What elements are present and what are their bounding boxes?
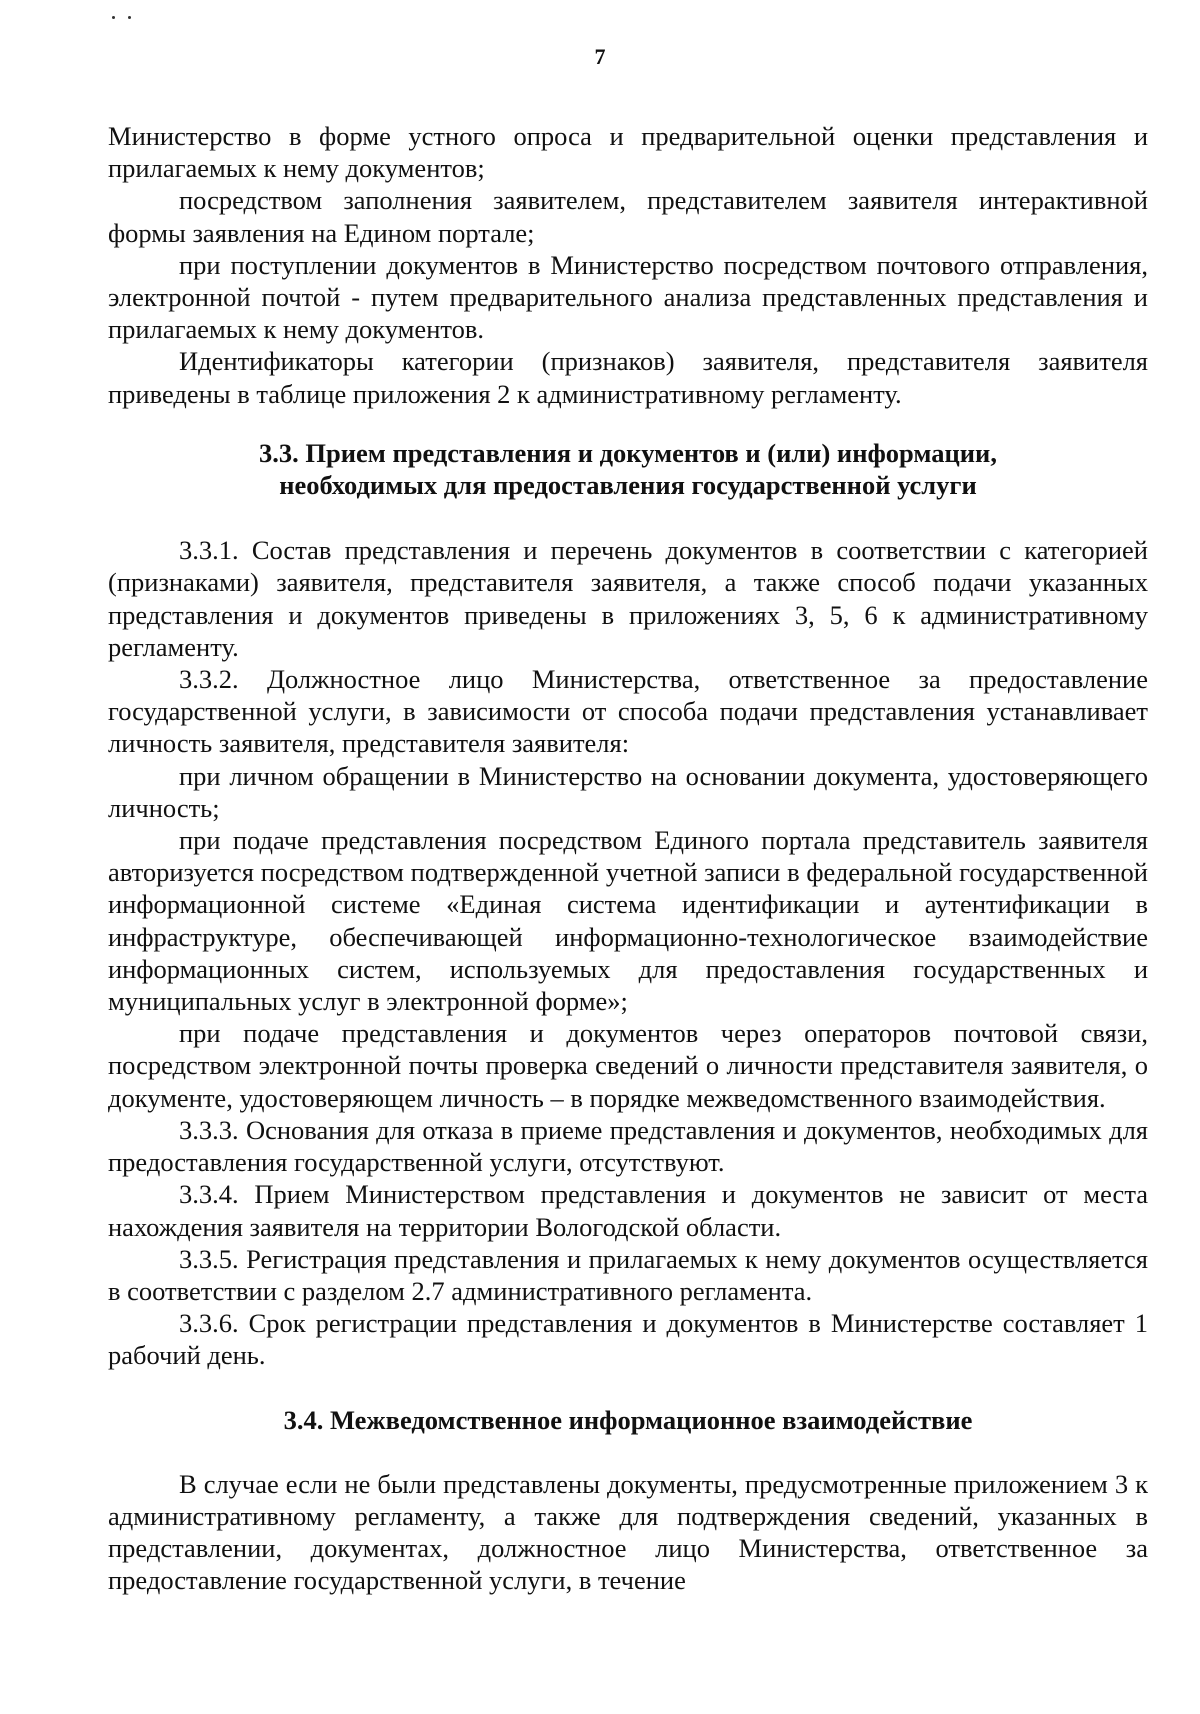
section-heading: 3.3. Прием представления и документов и (или) информации, необходимых для предоставления государственной услуги <box>259 437 997 501</box>
paragraph: посредством заполнения заявителем, представителем заявителя интерактивной формы заявления на Едином портале; <box>108 185 1148 248</box>
paragraph: 3.3.2. Должностное лицо Министерства, ответственное за предоставление государственной услуги, в зависимости от способа подачи представления устанавливает личность заявителя, представителя заявителя: <box>108 664 1148 759</box>
paragraph: при поступлении документов в Министерство посредством почтового отправления, электронной почтой - путем предварительного анализа представленных представления и прилагаемых к нему документов. <box>108 249 1148 345</box>
scan-speck <box>128 16 131 19</box>
paragraph: Министерство в форме устного опроса и предварительной оценки представления и прилагаемых к нему документов; <box>108 121 1148 184</box>
paragraph: при личном обращении в Министерство на основании документа, удостоверяющего личность; <box>108 760 1148 823</box>
paragraph: при подаче представления посредством Единого портала представитель заявителя авторизуется посредством подтвержденной учетной записи в федеральной государственной информационной системе «Единая система идентификации и аутентификации в инфраструктуре, обеспечивающей информационно-технологическое взаимодействие информационных систем, используемых для предоставления государственных и муниципальных услуг в электронной форме»; <box>108 825 1148 1017</box>
paragraph: 3.3.1. Состав представления и перечень документов в соответствии с категорией (признаками) заявителя, представителя заявителя, а также способ подачи указанных представления и документов приведены в приложениях 3, 5, 6 к административному регламенту. <box>108 535 1148 662</box>
scan-speck <box>112 16 115 19</box>
paragraph: 3.3.5. Регистрация представления и прилагаемых к нему документов осуществляется в соответствии с разделом 2.7 административного регламента. <box>108 1243 1148 1306</box>
paragraph: при подаче представления и документов через операторов почтовой связи, посредством электронной почты проверка сведений о личности представителя заявителя, о документе, удостоверяющем личность – в порядке межведомственного взаимодействия. <box>108 1018 1148 1113</box>
section-heading: 3.4. Межведомственное информационное взаимодействие <box>283 1404 973 1435</box>
paragraph: 3.3.3. Основания для отказа в приеме представления и документов, необходимых для предоставления государственной услуги, отсутствуют. <box>108 1114 1148 1178</box>
paragraph: 3.3.6. Срок регистрации представления и документов в Министерстве составляет 1 рабочий день. <box>108 1308 1148 1371</box>
paragraph: Идентификаторы категории (признаков) заявителя, представителя заявителя приведены в таблице приложения 2 к административному регламенту. <box>108 346 1148 409</box>
page-number: 7 <box>594 44 606 69</box>
paragraph: 3.3.4. Прием Министерством представления и документов не зависит от места нахождения заявителя на территории Вологодской области. <box>108 1179 1148 1242</box>
paragraph: В случае если не были представлены документы, предусмотренные приложением 3 к административному регламенту, а также для подтверждения сведений, указанных в представлении, документах, должностное лицо Министерства, ответственное за предоставление государственной услуги, в течение <box>108 1468 1148 1596</box>
document-body <box>108 120 1148 1597</box>
